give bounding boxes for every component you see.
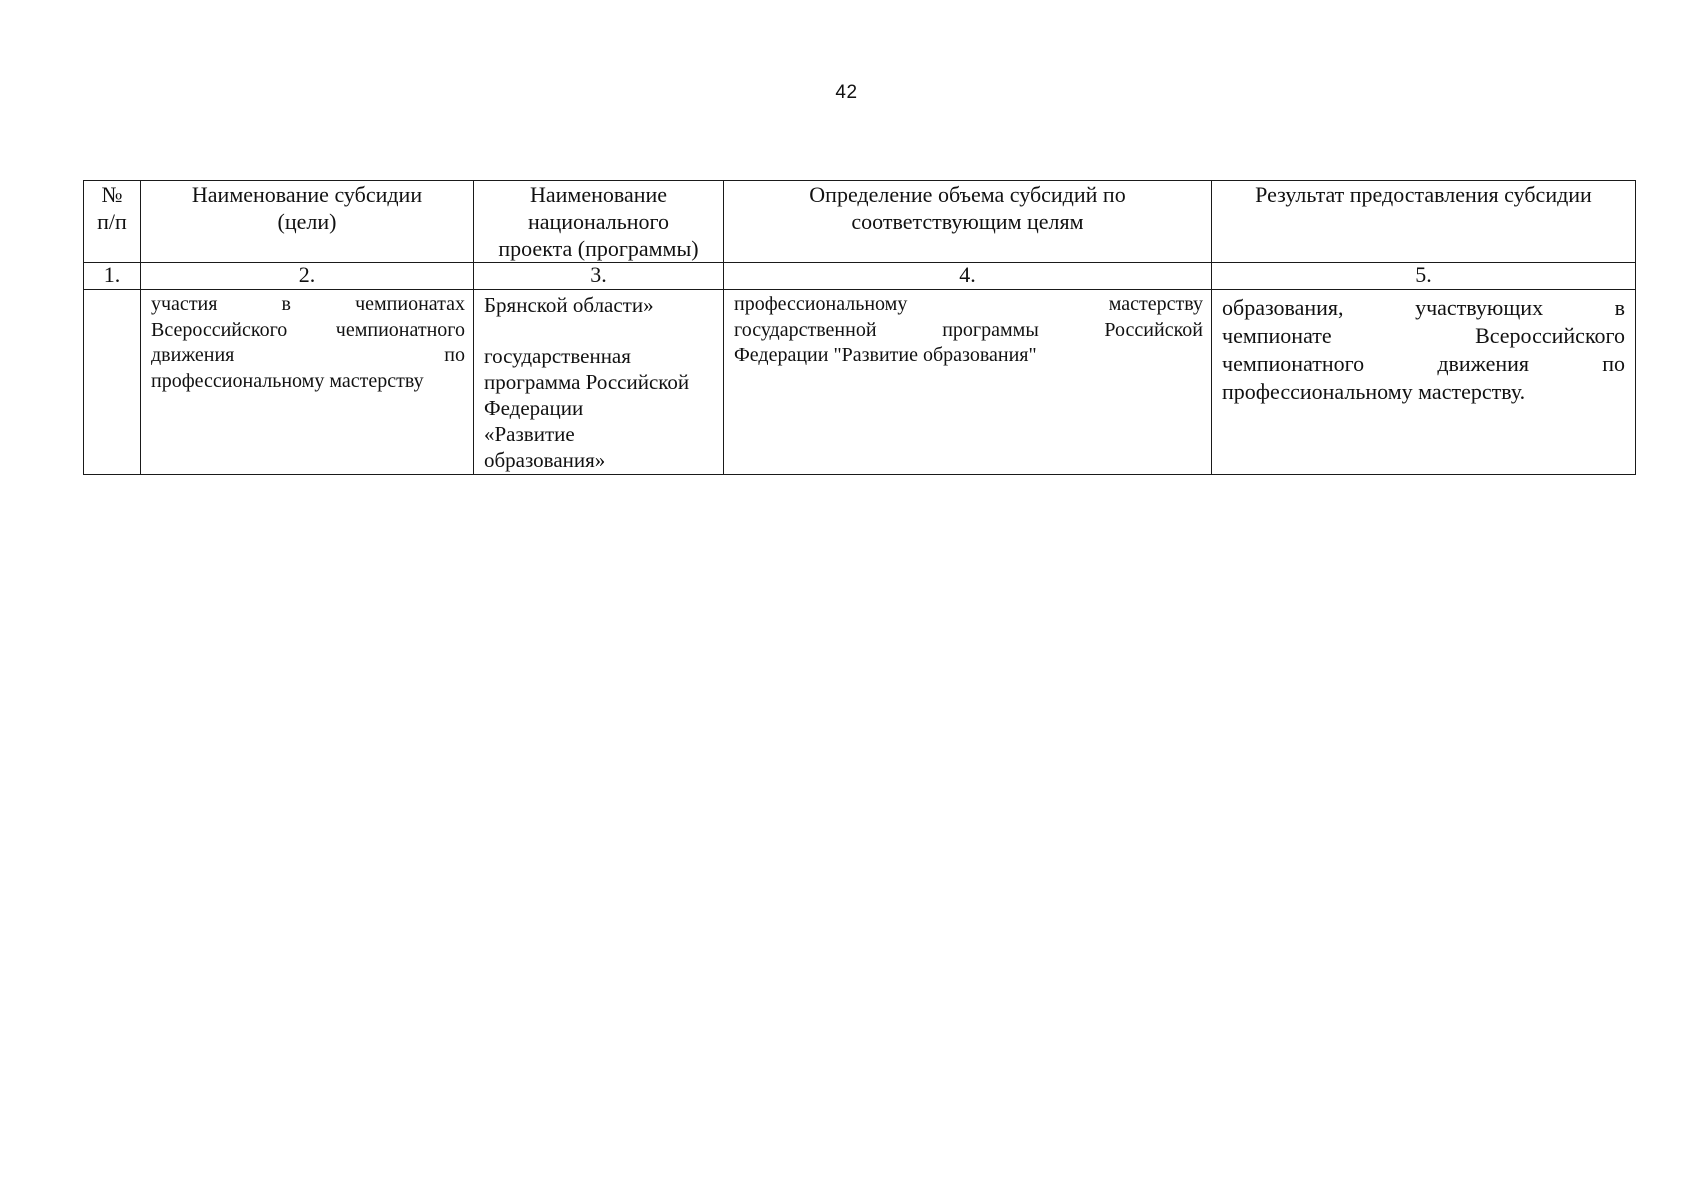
text-line: программа Российской — [484, 370, 690, 394]
header-cell-national-project — [474, 181, 724, 263]
cell-subsidy-name — [141, 290, 474, 475]
column-number-row — [84, 263, 1636, 290]
text-line: образования» — [484, 448, 606, 472]
header-line: Наименование — [529, 182, 668, 207]
column-number: 5. — [1212, 263, 1636, 290]
text-line: Федерации — [484, 396, 584, 420]
text-line: государственная — [484, 344, 631, 368]
text-line: профессиональному мастерству — [734, 293, 1203, 315]
column-number: 1. — [84, 263, 141, 290]
header-line: (цели) — [277, 209, 337, 234]
page-number: 42 — [835, 82, 858, 103]
text-line: профессиональному мастерству — [151, 369, 424, 392]
header-cell-number — [84, 181, 141, 263]
table-header-row — [84, 181, 1636, 263]
header-line: национального — [527, 209, 670, 234]
header-cell-subsidy-name — [141, 181, 474, 263]
column-number: 4. — [724, 263, 1212, 290]
header-line: соответствующим целям — [851, 209, 1084, 234]
text-line: движения по — [151, 344, 465, 366]
column-number: 2. — [141, 263, 474, 290]
text-line: Федерации "Развитие образования" — [734, 344, 1037, 366]
header-line: проекта (программы) — [498, 236, 699, 261]
subsidy-table — [83, 180, 1636, 475]
header-line: № — [101, 182, 123, 207]
cell-national-project — [474, 290, 724, 475]
table-row — [84, 290, 1636, 475]
header-line: п/п — [97, 209, 127, 234]
header-line: Наименование субсидии — [191, 182, 423, 207]
text-line: чемпионатного движения по — [1222, 351, 1625, 376]
text-line: Брянской области» — [484, 293, 654, 317]
text-line: государственной программы Российской — [734, 318, 1203, 341]
header-line: Определение объема субсидий по — [809, 182, 1126, 207]
cell-volume-definition — [724, 290, 1212, 475]
cell-row-number — [84, 290, 141, 475]
column-number: 3. — [474, 263, 724, 290]
header-cell-volume-definition — [724, 181, 1212, 263]
header-line: Результат предоставления субсидии — [1255, 182, 1592, 207]
blank-line — [484, 318, 715, 343]
cell-result — [1212, 290, 1636, 475]
text-line: профессиональному мастерству. — [1222, 379, 1526, 404]
text-line: участия в чемпионатах — [151, 293, 465, 315]
header-cell-result — [1212, 181, 1636, 263]
text-line: образования, участвующих в — [1222, 295, 1625, 320]
text-line: Всероссийского чемпионатного — [151, 318, 465, 341]
text-line: «Развитие — [484, 422, 575, 446]
text-line: чемпионате Всероссийского — [1222, 323, 1625, 348]
